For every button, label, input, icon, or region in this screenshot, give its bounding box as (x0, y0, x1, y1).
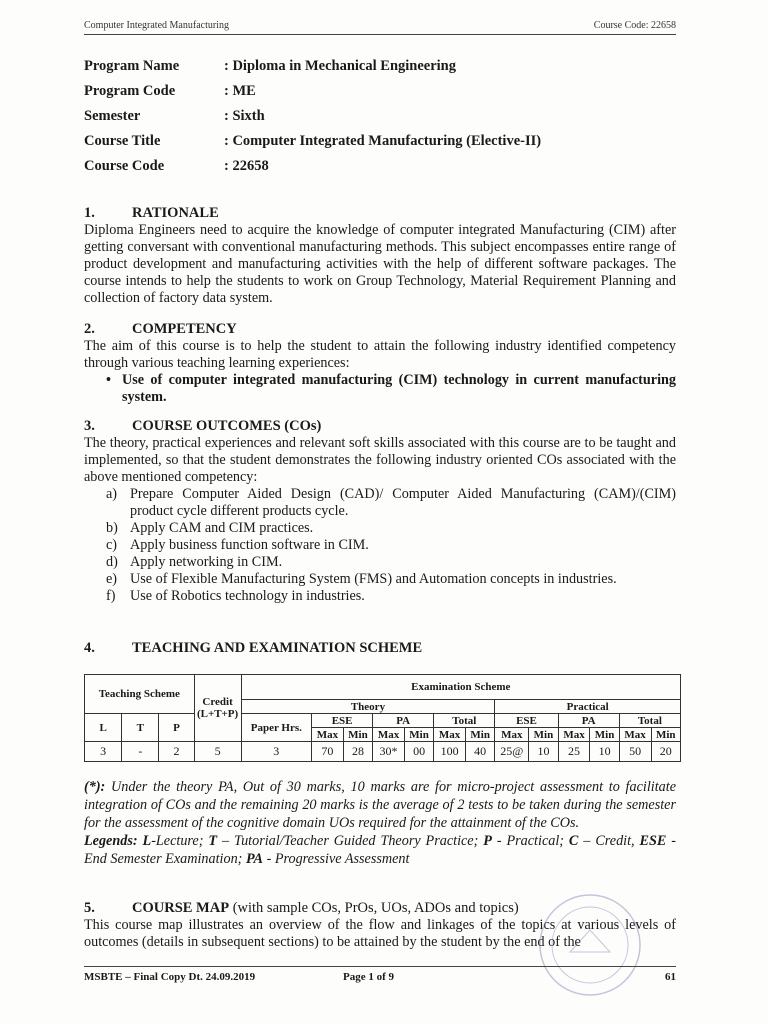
group-header: ESE (495, 714, 558, 728)
credit-header: Credit (L+T+P) (194, 675, 241, 742)
group-header: PA (558, 714, 619, 728)
program-key: Semester (84, 108, 141, 124)
program-info (84, 58, 541, 183)
footer-page-number: Page 1 of 9 (343, 971, 395, 983)
practical-header: Practical (495, 700, 681, 714)
program-row (84, 108, 541, 133)
group-header: Total (434, 714, 495, 728)
max-min-header: Max (373, 728, 405, 742)
program-row (84, 158, 541, 183)
table-cell: 25 (558, 742, 590, 762)
list-item: d) Apply networking in CIM. (106, 554, 283, 570)
competency-list (84, 372, 676, 406)
rationale-text: Diploma Engineers need to acquire the knowledge of computer integrated Manufacturing (CIM) after getting conversant with conventional manufacturing methods. This subject encompasses entire range of product development and manufacturing activities with the help of different software packages. The course intends to help the students to work on Group Technology, Material Requirement Planning and collection of factory data system. (84, 222, 676, 306)
section-teaching-scheme (84, 640, 676, 657)
max-min-header: Min (651, 728, 681, 742)
program-key: Program Code (84, 83, 176, 99)
program-key: Course Title (84, 133, 161, 149)
header-course-name: Computer Integrated Manufacturing (84, 20, 229, 31)
table-cell: 25@ (495, 742, 529, 762)
program-value: : Diploma in Mechanical Engineering (224, 58, 456, 74)
list-item: f) Use of Robotics technology in industries. (106, 588, 365, 604)
table-cell: 00 (404, 742, 433, 762)
footer-page-total: 61 (665, 971, 676, 983)
max-min-header: Max (434, 728, 466, 742)
competency-text: The aim of this course is to help the student to attain the following industry identified competency through various teaching learning experiences: (84, 338, 676, 371)
program-value: : ME (224, 83, 256, 99)
theory-pa-note: (*): Under the theory PA, Out of 30 marks, 10 marks are for micro-project assessment to facilitate integration of COs and the remaining 20 marks is the average of 2 tests to be taken during the semester for the assessment of the cognitive domain UOs required for the attainment of the COs. (84, 779, 676, 831)
table-cell: 3 (241, 742, 311, 762)
table-cell: - (122, 742, 159, 762)
page-footer (84, 966, 676, 983)
exam-scheme-header: Examination Scheme (241, 675, 680, 700)
group-header: Total (619, 714, 680, 728)
legends-note: Legends: L-Lecture; T – Tutorial/Teacher Guided Theory Practice; P - Practical; C – Credit, ESE - End Semester Examination; PA - Progressive Assessment (84, 833, 677, 867)
section-competency (84, 321, 676, 406)
course-map-text: This course map illustrates an overview of the flow and linkages of the topics at various levels of outcomes (details in subsequent sections) to be attained by the student by the end of the (84, 917, 676, 950)
ltp-header: P (159, 714, 194, 742)
max-min-header: Max (619, 728, 651, 742)
table-cell: 10 (590, 742, 619, 762)
section-rationale (84, 205, 676, 307)
footer-copy-date: MSBTE – Final Copy Dt. 24.09.2019 (84, 971, 256, 983)
program-value: : 22658 (224, 158, 269, 174)
table-cell: 40 (466, 742, 495, 762)
program-key: Program Name (84, 58, 180, 74)
program-value: : Sixth (224, 108, 265, 124)
program-key: Course Code (84, 158, 165, 174)
table-cell: 50 (619, 742, 651, 762)
list-item: c) Apply business function software in CIM. (106, 537, 369, 553)
ltp-header: L (85, 714, 122, 742)
ltp-header: T (122, 714, 159, 742)
section-heading: 1. RATIONALE (84, 205, 219, 221)
table-cell: 70 (312, 742, 344, 762)
program-row (84, 58, 541, 83)
page-header (84, 20, 676, 35)
section-heading: 5. COURSE MAP (with sample COs, PrOs, UOs, ADOs and topics) (84, 900, 519, 916)
max-min-header: Min (466, 728, 495, 742)
list-item: • Use of computer integrated manufacturing (CIM) technology in current manufacturing system. (106, 372, 676, 405)
outcomes-list (84, 486, 676, 605)
table-cell: 20 (651, 742, 681, 762)
max-min-header: Max (312, 728, 344, 742)
outcomes-text: The theory, practical experiences and relevant soft skills associated with this course are to be taught and implemented, so that the student demonstrates the following industry oriented COs associated with the above mentioned competency: (84, 435, 676, 485)
table-cell: 5 (194, 742, 241, 762)
max-min-header: Min (529, 728, 558, 742)
table-cell: 100 (434, 742, 466, 762)
table-cell: 28 (343, 742, 372, 762)
max-min-header: Min (590, 728, 619, 742)
table-cell: 3 (85, 742, 122, 762)
max-min-header: Max (495, 728, 529, 742)
max-min-header: Min (404, 728, 433, 742)
table-cell: 2 (159, 742, 194, 762)
exam-scheme-table (84, 674, 681, 762)
scheme-notes (84, 778, 676, 868)
program-row (84, 133, 541, 158)
section-heading: 3. COURSE OUTCOMES (COs) (84, 418, 322, 434)
list-item: e) Use of Flexible Manufacturing System (FMS) and Automation concepts in industries. (106, 571, 617, 587)
table-cell: 10 (529, 742, 558, 762)
group-header: PA (373, 714, 434, 728)
program-value: : Computer Integrated Manufacturing (Elective-II) (224, 133, 542, 149)
teaching-scheme-header: Teaching Scheme (85, 675, 195, 714)
header-course-code: Course Code: 22658 (593, 20, 676, 31)
section-course-outcomes (84, 418, 676, 605)
paper-hrs-header: Paper Hrs. (241, 714, 311, 742)
max-min-header: Max (558, 728, 590, 742)
max-min-header: Min (343, 728, 372, 742)
section-heading: 2. COMPETENCY (84, 321, 237, 337)
stamp-seal-icon (515, 890, 665, 1000)
program-row (84, 83, 541, 108)
theory-header: Theory (241, 700, 495, 714)
table-cell: 30* (373, 742, 405, 762)
list-item: a) Prepare Computer Aided Design (CAD)/ Computer Aided Manufacturing (CAM)/(CIM) product cycle different products cycle. (106, 486, 676, 519)
group-header: ESE (312, 714, 373, 728)
list-item: b) Apply CAM and CIM practices. (106, 520, 314, 536)
section-heading: 4. TEACHING AND EXAMINATION SCHEME (84, 640, 423, 656)
